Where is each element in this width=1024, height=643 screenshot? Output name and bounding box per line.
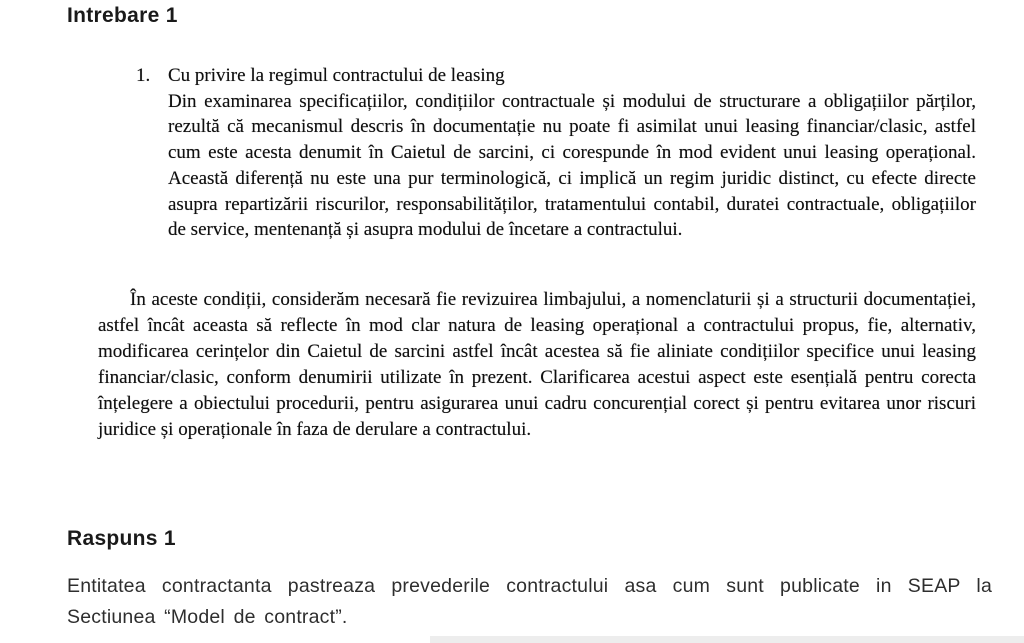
- page-edge-artifact: [430, 636, 1024, 643]
- question-body: Din examinarea specificațiilor, condițiilor contractuale și modului de structurare a obligațiilor părților, rezultă că mecanismul descris în documentație nu poate fi asimilat unui leasing financiar/clasic, astfel cum este acesta denumit în Caietul de sarcini, ci corespunde în mod evident unui leasing operațional. Această diferență nu este una pur terminologică, ci implică un regim juridic distinct, cu efecte directe asupra repartizării riscurilor, responsabilităților, tratamentului contabil, duratei contractuale, obligațiilor de service, mentenanță și asupra modului de încetare a contractului.: [168, 90, 976, 241]
- answer-paragraph: Entitatea contractanta pastreaza prevederile contractului asa cum sunt publicate in SEAP la Sectiunea “Model de contract”.: [67, 575, 992, 628]
- answer-heading: Raspuns 1: [67, 527, 176, 550]
- comment-paragraph: În aceste condiții, considerăm necesară fie revizuirea limbajului, a nomenclaturii și a structurii documentației, astfel încât aceasta să reflecte în mod clar natura de leasing operațional a contractului propus, fie, alternativ, modificarea cerințelor din Caietul de sarcini astfel încât acestea să fie aliniate condițiilor specifice unui leasing financiar/clasic, conform denumirii utilizate în prezent. Clarificarea acestui aspect este esențială pentru corecta înțelegere a obiectului procedurii, pentru asigurarea unui cadru concurențial corect și pentru evitarea unor riscuri juridice și operaționale în faza de derulare a contractului.: [98, 289, 976, 440]
- question-title: Cu privire la regimul contractului de leasing: [168, 65, 505, 86]
- question-heading: Intrebare 1: [67, 4, 178, 27]
- question-number: 1.: [136, 65, 151, 86]
- question-list-item: [136, 63, 976, 243]
- question-title-line: [136, 63, 976, 89]
